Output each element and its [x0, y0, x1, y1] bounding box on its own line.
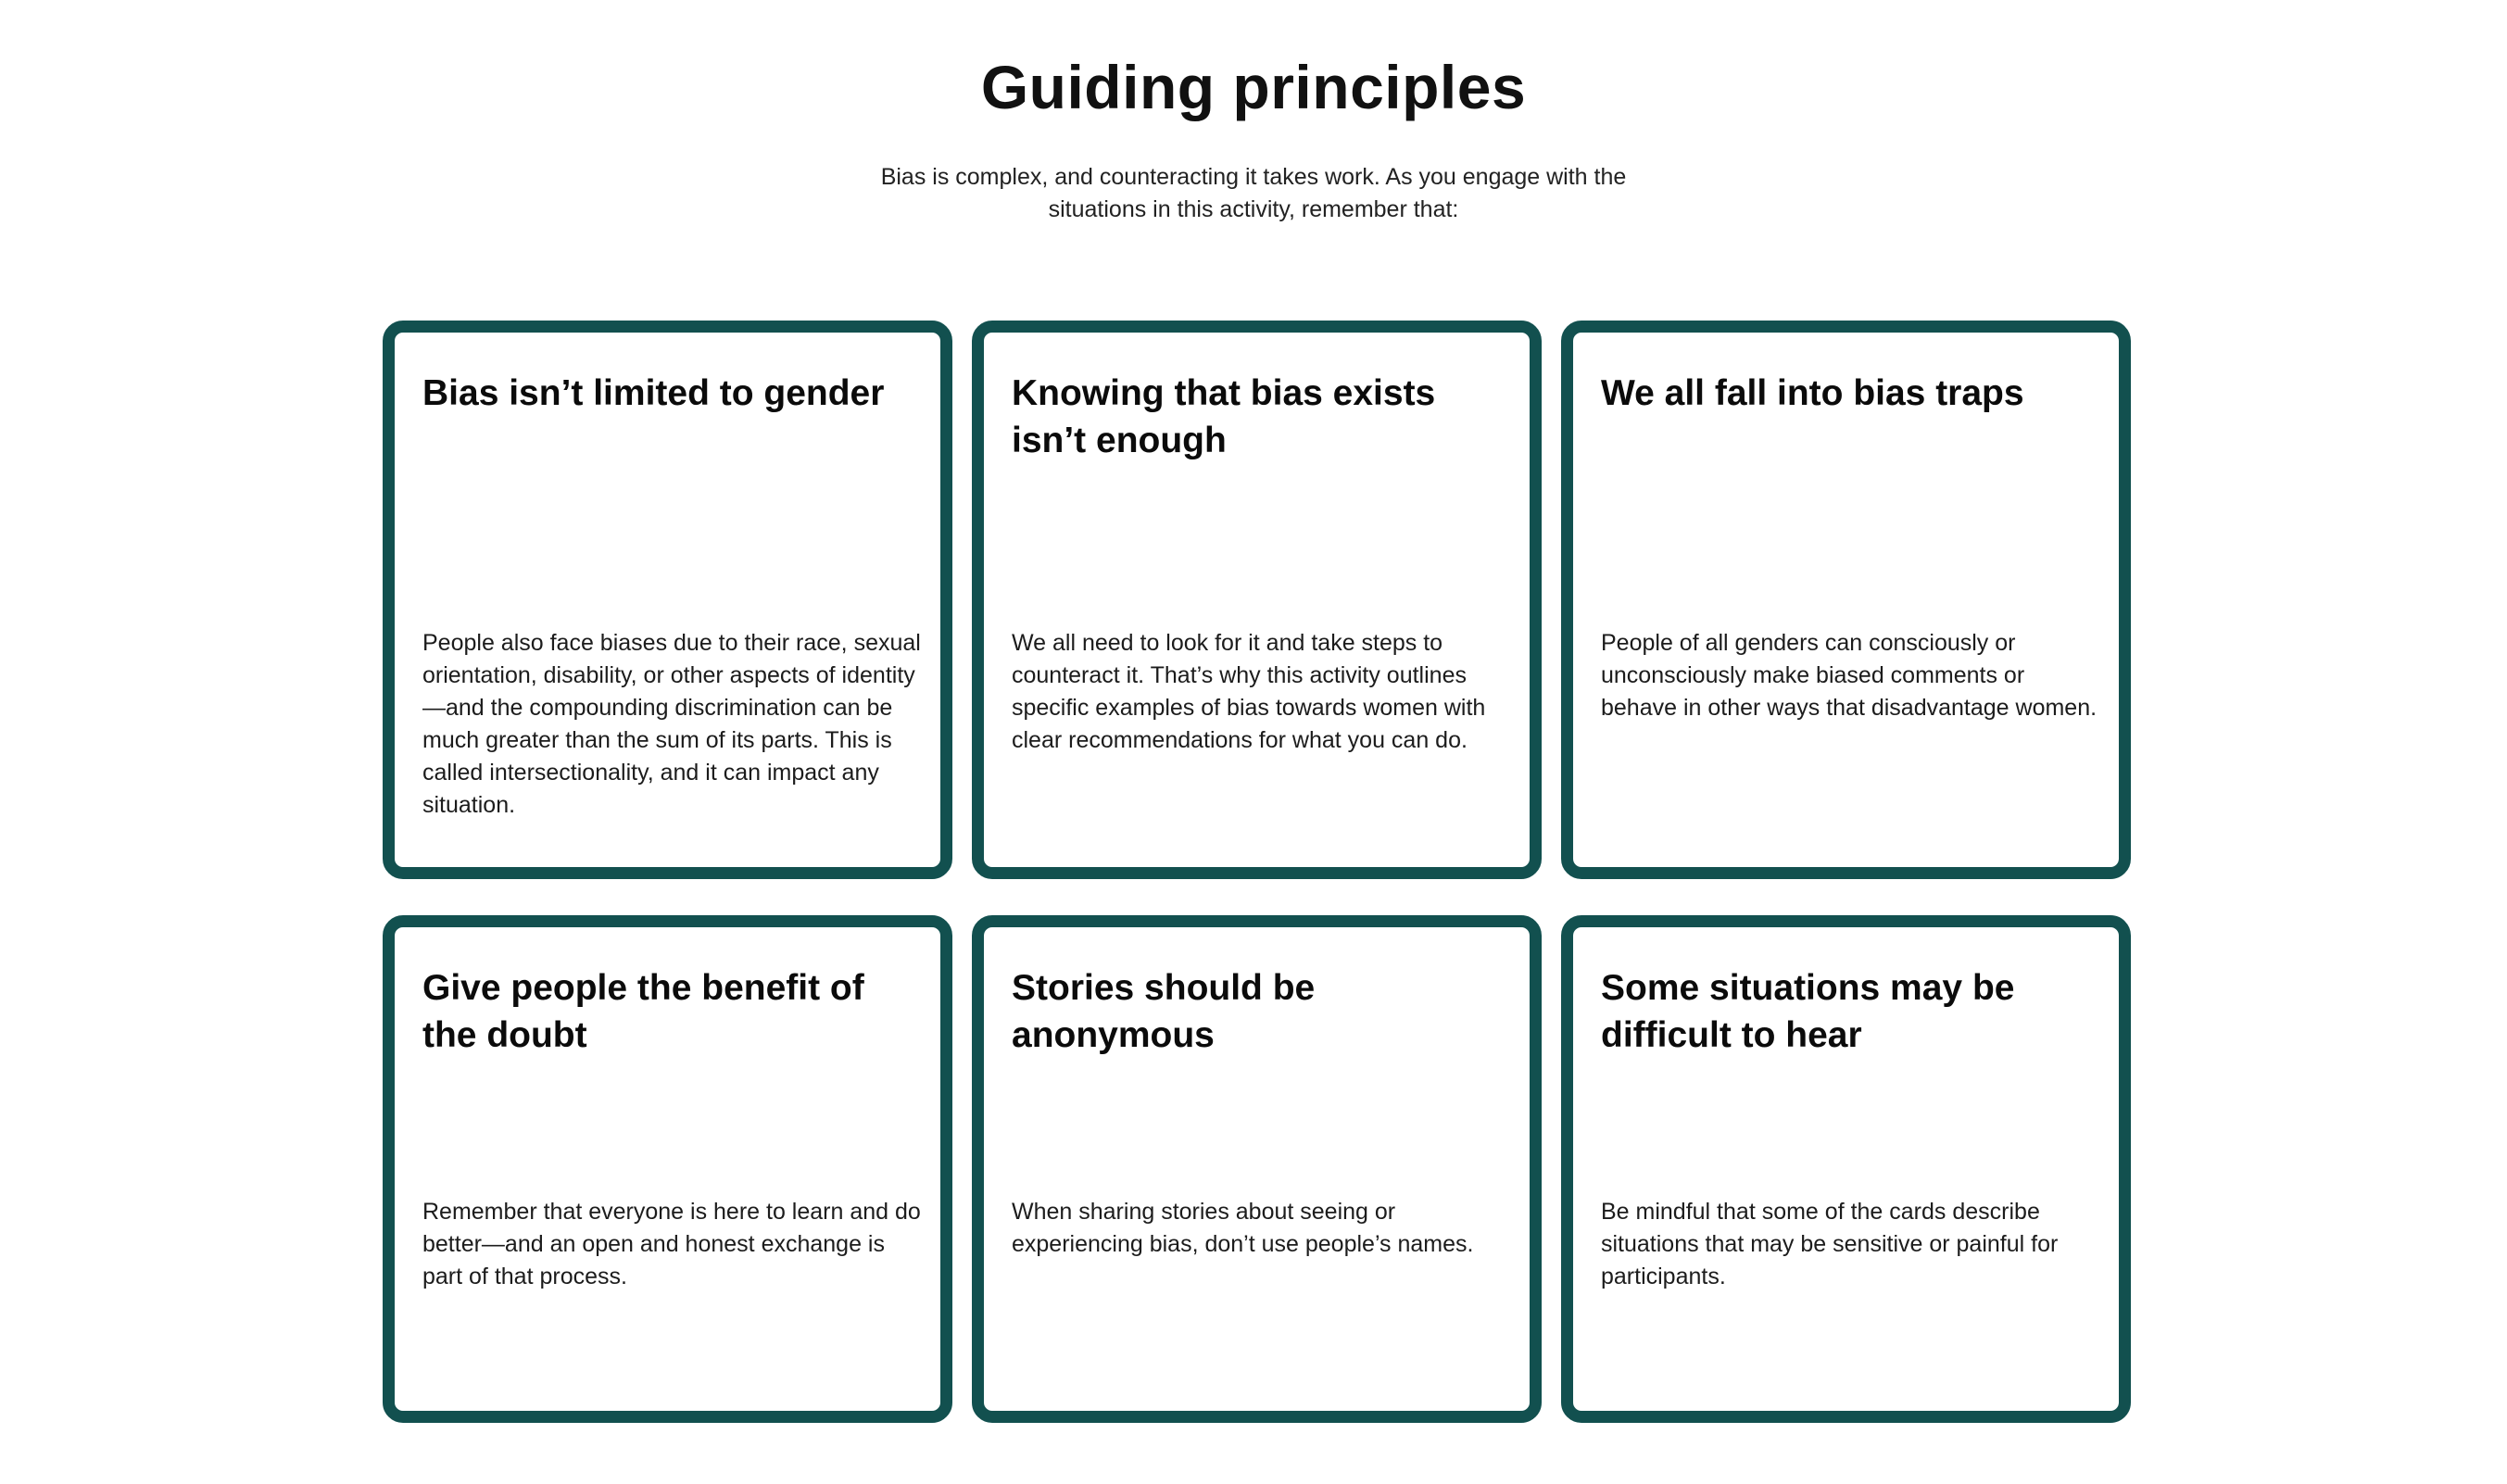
card-body: We all need to look for it and take steps to counteract it. That’s why this activity outlines specific examples of bias towards women with clear recommendations for what you can do. [1012, 630, 1486, 753]
card-title: Bias isn’t limited to gender [422, 373, 885, 413]
card-title: Give people the benefit of the doubt [422, 968, 864, 1055]
principle-card-knowing [972, 321, 1542, 879]
card-body: People also face biases due to their race, sexual orientation, disability, or other aspects of identity—and the compounding discrimination can be much greater than the sum of its parts. This is called intersectionality, and it can impact any situation. [422, 630, 921, 818]
card-body: Remember that everyone is here to learn and do better—and an open and honest exchange is part of that process. [422, 1199, 921, 1289]
principle-card-anonymous [972, 915, 1542, 1423]
card-body: When sharing stories about seeing or experiencing bias, don’t use people’s names. [1012, 1199, 1474, 1257]
principle-card-gender [383, 321, 952, 879]
card-body: People of all genders can consciously or unconsciously make biased comments or behave in other ways that disadvantage women. [1601, 630, 2098, 721]
card-title: Stories should be anonymous [1012, 968, 1316, 1055]
principle-card-bias-traps [1561, 321, 2131, 879]
card-title: We all fall into bias traps [1601, 373, 2024, 413]
page-title: Guiding principles [980, 53, 1527, 121]
card-title: Knowing that bias exists isn’t enough [1012, 373, 1436, 460]
card-title: Some situations may be difficult to hear [1601, 968, 2015, 1055]
page-intro: Bias is complex, and counteracting it takes work. As you engage with the situations in this activity, remember that: [880, 164, 1627, 222]
principle-card-benefit-of-doubt [383, 915, 952, 1423]
card-body: Be mindful that some of the cards describe situations that may be sensitive or painful for participants. [1601, 1199, 2059, 1289]
principle-card-difficult [1561, 915, 2131, 1423]
